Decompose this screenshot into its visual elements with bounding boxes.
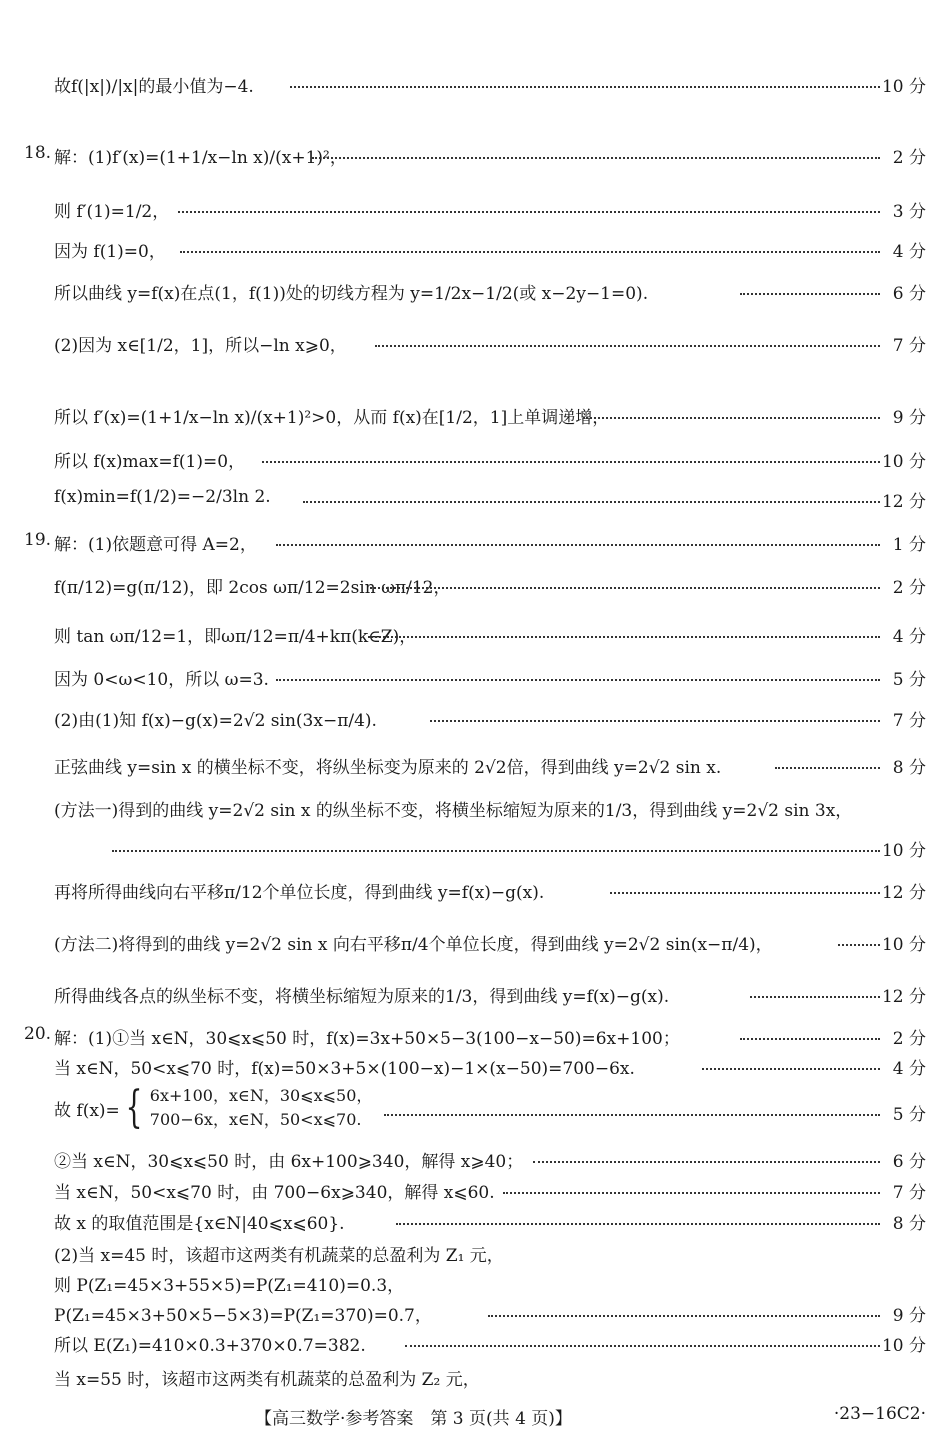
leader-dots [276,544,880,546]
score-mark: 10 分 [881,1336,926,1356]
score-mark: 1 分 [892,535,926,555]
answer-text-content: (2)当 x=45 时，该超市这两类有机蔬菜的总盈利为 Z₁ 元， [54,1246,504,1266]
piecewise-brace: { 6x+100，x∈N，30⩽x⩽50， 700−6x，x∈N，50<x⩽70. [125,1082,373,1133]
answer-text [54,1024,680,1049]
answer-text [54,487,271,507]
answer-text [54,403,609,428]
answer-text-content: 则 tan ωπ/12=1，即ωπ/12=π/4+kπ(k∈Z)， [54,627,417,647]
answer-text [54,1084,372,1132]
answer-text-content: 则 P(Z₁=45×3+55×5)=P(Z₁=410)=0.3， [54,1276,405,1296]
answer-text-content: 正弦曲线 y=sin x 的横坐标不变，将纵坐标变为原来的 2√2倍，得到曲线 y=2√2 sin x. [54,758,722,778]
answer-text-content: (2)因为 x∈[1/2，1]，所以−ln x⩾0， [54,336,347,356]
answer-line [0,327,950,355]
answer-line [0,1020,950,1048]
answer-line [0,792,950,820]
leader-dots [262,461,880,463]
leader-dots [178,211,880,213]
leader-dots [290,86,880,88]
answer-text [54,878,544,903]
score-mark: 3 分 [892,202,926,222]
answer-text [54,1209,345,1234]
answer-text-content: 解：(1)①当 x∈N，30⩽x⩽50 时，f(x)=3x+50×5−3(100−x−50)=6x+100； [54,1029,680,1049]
leader-dots [368,636,880,638]
answer-line [0,443,950,471]
score-mark: 5 分 [892,1105,926,1125]
score-mark: 10 分 [881,935,926,955]
answer-text-content: 解：(1)f′(x)=(1+1/x−ln x)/(x+1)²， [54,148,347,168]
answer-text [54,706,377,731]
answer-text [54,447,245,472]
answer-text [54,1271,404,1296]
answer-text [54,279,648,304]
answer-text [54,197,169,222]
answer-text-content: 当 x∈N，50<x⩽70 时，f(x)=50×3+5×(100−x)−1×(x−50)=700−6x. [54,1059,635,1079]
score-mark: 6 分 [892,284,926,304]
answer-text-content: (2)由(1)知 f(x)−g(x)=2√2 sin(3x−π/4). [54,711,377,731]
answer-text [54,1241,504,1266]
answer-text [54,237,166,262]
answer-line [0,702,950,730]
leader-dots [303,501,880,503]
answer-text-content: ②当 x∈N，30⩽x⩽50 时，由 6x+100⩾340，解得 x⩾40； [54,1152,524,1172]
answer-text-content: 故 x 的取值范围是{x∈N|40⩽x⩽60}. [54,1214,345,1234]
answer-line [0,193,950,221]
answer-text-content: 故f(|x|)/|x|的最小值为−4. [54,77,254,97]
score-mark: 12 分 [881,492,926,512]
answer-line [0,233,950,261]
answer-line [0,1143,950,1171]
answer-line [0,1237,950,1265]
answer-text [54,1054,635,1079]
answer-line [0,1327,950,1355]
leader-dots [503,1192,880,1194]
score-mark: 2 分 [892,1029,926,1049]
answer-text-content: P(Z₁=45×3+50×5−5×3)=P(Z₁=370)=0.7， [54,1306,432,1326]
answer-line [0,526,950,554]
leader-dots [488,1315,880,1317]
answer-line [0,978,950,1006]
answer-line [0,569,950,597]
answer-text [54,331,347,356]
leader-dots [405,1345,880,1347]
score-mark: 2 分 [892,148,926,168]
leader-dots [312,157,880,159]
leader-dots [838,944,880,946]
question-number: 20. [24,1024,52,1044]
leader-dots [750,996,880,998]
leader-dots [375,345,880,347]
leader-dots [384,1114,880,1116]
score-mark: 7 分 [892,1183,926,1203]
answer-line [0,1267,950,1295]
answer-line [0,749,950,777]
footer-code: ·23−16C2· [833,1404,926,1424]
leader-dots [702,1068,880,1070]
score-mark: 4 分 [892,1059,926,1079]
leader-dots [740,293,880,295]
answer-text-content: 所以 f(x)max=f(1)=0， [54,452,246,472]
answer-line [0,926,950,954]
answer-text-content: (方法一)得到的曲线 y=2√2 sin x 的纵坐标不变，将横坐标缩短为原来的1/3，得到曲线 y=2√2 sin 3x， [54,801,853,821]
answer-line [0,874,950,902]
answer-text [54,530,257,555]
answer-text-content: 因为 f(1)=0， [54,242,166,262]
answer-text [54,573,450,598]
score-mark: 7 分 [892,711,926,731]
answer-text [54,665,269,690]
answer-text [54,622,416,647]
leader-dots [370,587,880,589]
answer-text [54,143,347,168]
answer-text-content: 则 f′(1)=1/2， [54,202,170,222]
answer-text [54,72,254,97]
score-mark: 8 分 [892,758,926,778]
answer-line [0,1084,950,1136]
score-mark: 8 分 [892,1214,926,1234]
answer-line [0,483,950,511]
score-mark: 10 分 [881,452,926,472]
score-mark: 4 分 [892,627,926,647]
answer-line [0,618,950,646]
answer-text-content: 所以 f′(x)=(1+1/x−ln x)/(x+1)²>0，从而 f(x)在[1/2，1]上单调递增， [54,408,610,428]
answer-text [54,1331,366,1356]
score-mark: 12 分 [881,883,926,903]
answer-line [0,1050,950,1078]
score-mark: 10 分 [881,77,926,97]
score-mark: 4 分 [892,242,926,262]
score-mark: 5 分 [892,670,926,690]
answer-text-content: 所以 E(Z₁)=410×0.3+370×0.7=382. [54,1336,366,1356]
answer-text-content: 因为 0<ω<10，所以 ω=3. [54,670,269,690]
answer-text-content: 再将所得曲线向右平移π/12个单位长度，得到曲线 y=f(x)−g(x). [54,883,545,903]
answer-text-content: 当 x=55 时，该超市这两类有机蔬菜的总盈利为 Z₂ 元， [54,1370,480,1390]
score-mark: 12 分 [881,987,926,1007]
answer-text-content: f(π/12)=g(π/12)，即 2cos ωπ/12=2sin ωπ/12， [54,578,451,598]
answer-text-content: (方法二)将得到的曲线 y=2√2 sin x 向右平移π/4个单位长度，得到曲线 y=2√2 sin(x−π/4)， [54,935,773,955]
leader-dots [740,1038,880,1040]
leader-dots [112,850,880,852]
leader-dots [180,251,880,253]
answer-text-content: 所得曲线各点的纵坐标不变，将横坐标缩短为原来的1/3，得到曲线 y=f(x)−g(x). [54,987,670,1007]
answer-text [54,930,773,955]
question-number: 18. [24,143,52,163]
answer-line [0,661,950,689]
answer-text-content: 当 x∈N，50<x⩽70 时，由 700−6x⩾340，解得 x⩽60. [54,1183,495,1203]
question-number: 19. [24,530,52,550]
score-mark: 10 分 [881,841,926,861]
score-mark: 7 分 [892,336,926,356]
answer-line [0,68,950,96]
answer-line [0,139,950,167]
answer-text [54,1147,523,1172]
answer-text [54,753,721,778]
answer-text [54,1365,480,1390]
answer-text [54,796,852,821]
score-mark: 9 分 [892,408,926,428]
answer-text-content: 解：(1)依题意可得 A=2， [54,535,257,555]
answer-text [54,1178,495,1203]
piecewise-case: 700−6x，x∈N，50<x⩽70. [149,1110,362,1129]
answer-line [0,399,950,427]
leader-dots [276,679,880,681]
leader-dots [396,1223,880,1225]
answer-line [0,1205,950,1233]
answer-text-content: 故 f(x)= [54,1100,120,1121]
score-mark: 9 分 [892,1306,926,1326]
answer-line [0,832,950,860]
answer-text [54,1301,432,1326]
leader-dots [430,720,880,722]
answer-line [0,1297,950,1325]
leader-dots [583,417,880,419]
answer-text-content: f(x)min=f(1/2)=−2/3ln 2. [54,487,271,507]
answer-text [54,982,669,1007]
leader-dots [610,892,880,894]
answer-text-content: 所以曲线 y=f(x)在点(1，f(1))处的切线方程为 y=1/2x−1/2(或 x−2y−1=0). [54,284,649,304]
answer-line [0,1361,950,1389]
answer-line [0,1174,950,1202]
footer-page-info: 【高三数学·参考答案 第 3 页(共 4 页)】 [255,1409,572,1429]
answer-line [0,275,950,303]
score-mark: 2 分 [892,578,926,598]
leader-dots [775,767,880,769]
score-mark: 6 分 [892,1152,926,1172]
piecewise-case: 6x+100，x∈N，30⩽x⩽50， [149,1086,373,1105]
leader-dots [533,1161,880,1163]
